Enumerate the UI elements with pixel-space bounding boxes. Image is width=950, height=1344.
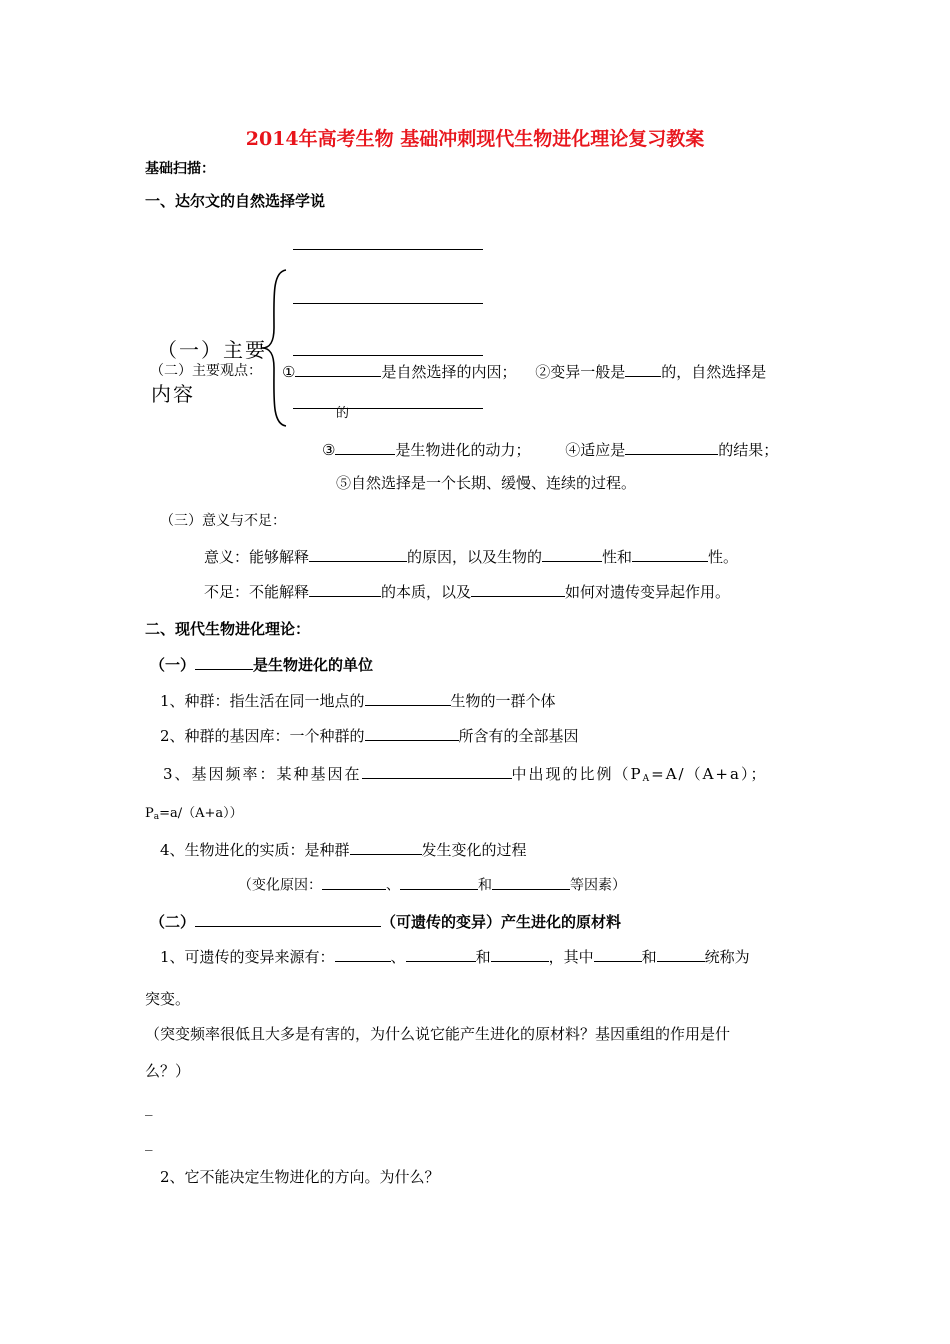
short-text-a: 不足：不能解释 [204, 582, 310, 601]
var1-text-b: 、 [390, 947, 406, 966]
item-3-cont [145, 802, 243, 822]
item3-text-b: 中出现的比例（P [511, 764, 643, 783]
section1-heading: 一、达尔文的自然选择学说 [145, 192, 326, 210]
blank-item4[interactable] [350, 838, 422, 855]
item3-text-c: =A/（A+a）； [651, 764, 768, 783]
vp1-text: 是自然选择的内因； [381, 362, 517, 381]
viewpoint-5: ⑤自然选择是一个长期、缓慢、连续的过程。 [336, 474, 637, 492]
blank-sub2[interactable] [195, 910, 381, 927]
blank-cause-3[interactable] [492, 874, 570, 890]
item3d-sub: a [153, 812, 160, 822]
blank-item3[interactable] [362, 762, 512, 779]
answer-line-4 [293, 408, 483, 409]
vp2-end: 的 [336, 406, 350, 421]
item3d-text: =a/（A+a）） [159, 806, 243, 821]
blank-vp4[interactable] [625, 438, 718, 455]
blank-var1-4[interactable] [594, 945, 642, 962]
sig-text-d: 性。 [708, 547, 739, 566]
question-line-2: 么？） [145, 1062, 191, 1080]
variation-2: 2、它不能决定生物进化的方向。为什么？ [160, 1168, 440, 1186]
blank-sig-1[interactable] [309, 545, 407, 562]
blank-var1-2[interactable] [406, 945, 476, 962]
var1-text-c: 和 [475, 947, 491, 966]
main-content-label-b: 内容 [151, 382, 195, 406]
blank-short-2[interactable] [471, 580, 565, 597]
vp2-mid-text: 的，自然选择是 [661, 362, 767, 381]
short-text-b: 的本质，以及 [381, 582, 472, 601]
sig-text-b: 的原因，以及生物的 [407, 547, 543, 566]
blank-short-1[interactable] [309, 580, 381, 597]
item-4 [160, 838, 527, 860]
blank-sig-2[interactable] [542, 545, 602, 562]
vp1-marker: ① [282, 362, 296, 381]
blank-cause-1[interactable] [322, 874, 386, 890]
significance-heading: （三）意义与不足： [160, 513, 286, 529]
item4-text-b: 发生变化的过程 [421, 840, 527, 859]
change-cause [238, 874, 626, 895]
cause-text-d: 等因素） [570, 877, 626, 894]
item3-sub: A [642, 773, 652, 784]
blank-sig-3[interactable] [632, 545, 708, 562]
subsection1-heading [150, 653, 373, 675]
variation-1 [160, 945, 750, 967]
answer-line-2 [293, 303, 483, 304]
blank-cause-2[interactable] [400, 874, 478, 890]
blank-item1[interactable] [365, 689, 451, 706]
sig-text-a: 意义：能够解释 [204, 547, 310, 566]
blank-vp3[interactable] [335, 438, 395, 455]
blank-vp2a[interactable] [625, 360, 661, 377]
sub2-marker: （二） [150, 912, 196, 931]
answer-line-1 [293, 249, 483, 250]
vp4-text: ④适应是 [565, 440, 626, 459]
var1-text-d: ，其中 [548, 947, 594, 966]
cause-text-a: （变化原因： [238, 877, 322, 894]
viewpoint-1-2 [282, 360, 766, 382]
item2-text-b: 所含有的全部基因 [458, 726, 579, 745]
question-line-1: （突变频率很低且大多是有害的，为什么说它能产生进化的原材料？基因重组的作用是什 [145, 1025, 731, 1043]
cause-text-c: 和 [478, 877, 492, 894]
sig-text-c: 性和 [602, 547, 633, 566]
viewpoints-label: （二）主要观点： [150, 363, 262, 379]
blank-item2[interactable] [365, 724, 459, 741]
item2-text-a: 2、种群的基因库：一个种群的 [160, 726, 365, 745]
short-text-c: 如何对遗传变异起作用。 [565, 582, 731, 601]
page-title: 2014年高考生物 基础冲刺现代生物进化理论复习教案 [245, 128, 705, 150]
shortage-line [204, 580, 730, 602]
item3-text-a: 3、基因频率：某种基因在 [163, 764, 362, 783]
item4-text-a: 4、生物进化的实质：是种群 [160, 840, 350, 859]
significance-line [204, 545, 738, 567]
sub1-marker: （一） [150, 655, 196, 674]
item-3 [163, 762, 767, 784]
blank-sub1[interactable] [195, 653, 253, 670]
answer-line-3 [293, 355, 483, 356]
main-content-label-a: （一）主要 [157, 338, 267, 362]
blank-var1-3[interactable] [491, 945, 549, 962]
cause-text-b: 、 [386, 877, 400, 894]
item1-text-b: 生物的一群个体 [450, 691, 556, 710]
vp3-text: 是生物进化的动力； [395, 440, 531, 459]
blank-vp1[interactable] [295, 360, 381, 377]
item-2 [160, 724, 579, 746]
var1-text-f: 统称为 [704, 947, 750, 966]
answer-dash-1[interactable]: _ [145, 1098, 153, 1116]
variation-1-cont: 突变。 [145, 990, 191, 1008]
var1-text-a: 1、可遗传的变异来源有： [160, 947, 335, 966]
section2-heading: 二、现代生物进化理论： [145, 620, 311, 638]
answer-dash-2[interactable]: _ [145, 1133, 153, 1151]
vp2-text: ②变异一般是 [535, 362, 626, 381]
scan-heading: 基础扫描： [145, 161, 215, 177]
item3d-pre: P [145, 806, 154, 821]
blank-var1-5[interactable] [657, 945, 705, 962]
blank-var1-1[interactable] [335, 945, 391, 962]
sub2-text: （可遗传的变异）产生进化的原材料 [381, 912, 622, 931]
item-1 [160, 689, 556, 711]
var1-text-e: 和 [641, 947, 657, 966]
viewpoint-3-4 [322, 438, 778, 460]
sub1-text: 是生物进化的单位 [253, 655, 374, 674]
vp3-marker: ③ [322, 440, 336, 459]
vp4-after-text: 的结果； [718, 440, 779, 459]
subsection2-heading [150, 910, 621, 932]
item1-text-a: 1、种群：指生活在同一地点的 [160, 691, 365, 710]
